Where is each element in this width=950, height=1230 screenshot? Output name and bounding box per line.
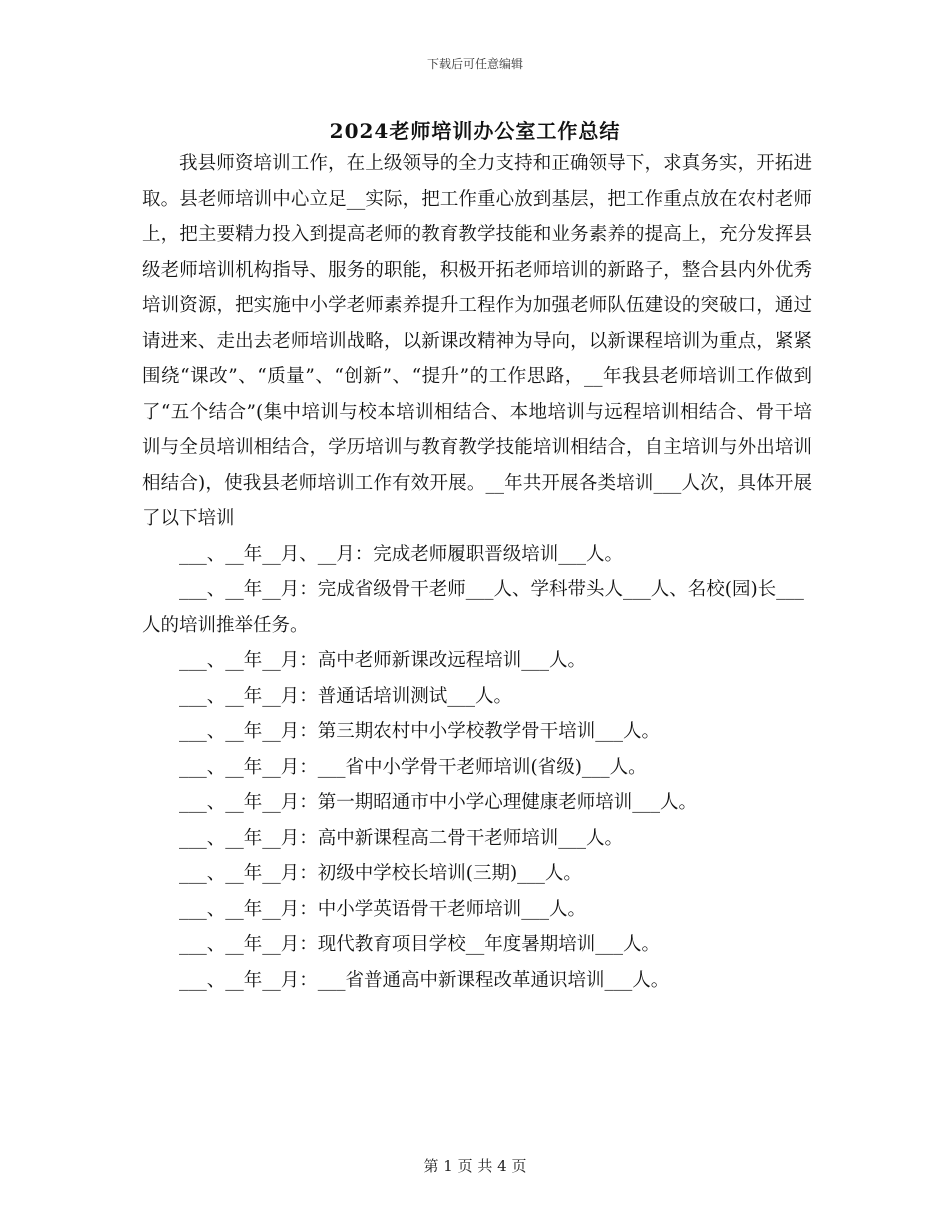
list-item: ___、__年__月：高中老师新课改远程培训___人。	[179, 650, 587, 671]
list-item: ___、__年__月：完成省级骨干老师___人、学科带头人___人、名校(园)长___人的培训推举任务。	[142, 579, 804, 636]
list-item: ___、__年__月：普通话培训测试___人。	[179, 685, 513, 707]
document-body	[142, 146, 812, 998]
list-item: ___、__年__月：高中新课程高二骨干老师培训___人。	[179, 827, 624, 849]
header-note: 下载后可任意编辑	[426, 57, 523, 71]
list-item: ___、__年__月：___省中小学骨干老师培训(省级)___人。	[179, 756, 647, 778]
list-item: ___、__年__月：中小学英语骨干老师培训___人。	[179, 898, 587, 920]
list-item: ___、__年__月、__月：完成老师履职晋级培训___人。	[179, 543, 624, 565]
list-item: ___、__年__月：现代教育项目学校__年度暑期培训___人。	[179, 934, 661, 955]
page-indicator: 第 1 页 共 4 页	[423, 1157, 527, 1175]
intro-paragraph: 我县师资培训工作，在上级领导的全力支持和正确领导下，求真务实，开拓进取。县老师培训中心立足__实际，把工作重心放到基层，把工作重点放在农村老师上，把主要精力投入到提高老师的教育教学技能和业务素养的提高上，充分发挥县级老师培训机构指导、服务的职能，积极开拓老师培训的新路子，整合县内外优秀培训资源，把实施中小学老师素养提升工程作为加强老师队伍建设的突破口，通过请进来、走出去老师培训战略，以新课改精神为导向，以新课程培训为重点，紧紧围绕“课改”、“质量”、“创新”、“提升”的工作思路，__年我县老师培训工作做到了“五个结合”(集中培训与校本培训相结合、本地培训与远程培训相结合、骨干培训与全员培训相结合，学历培训与教育教学技能培训相结合，自主培训与外出培训相结合)，使我县老师培训工作有效开展。__年共开展各类培训___人次，具体开展了以下培训	[142, 153, 812, 529]
list-item: ___、__年__月：___省普通高中新课程改革通识培训___人。	[179, 969, 670, 991]
list-item: ___、__年__月：第一期昭通市中小学心理健康老师培训___人。	[179, 792, 698, 813]
document-title: 2024老师培训办公室工作总结	[329, 119, 621, 143]
list-item: ___、__年__月：第三期农村中小学校教学骨干培训___人。	[179, 721, 661, 742]
list-item: ___、__年__月：初级中学校长培训(三期)___人。	[179, 863, 582, 884]
